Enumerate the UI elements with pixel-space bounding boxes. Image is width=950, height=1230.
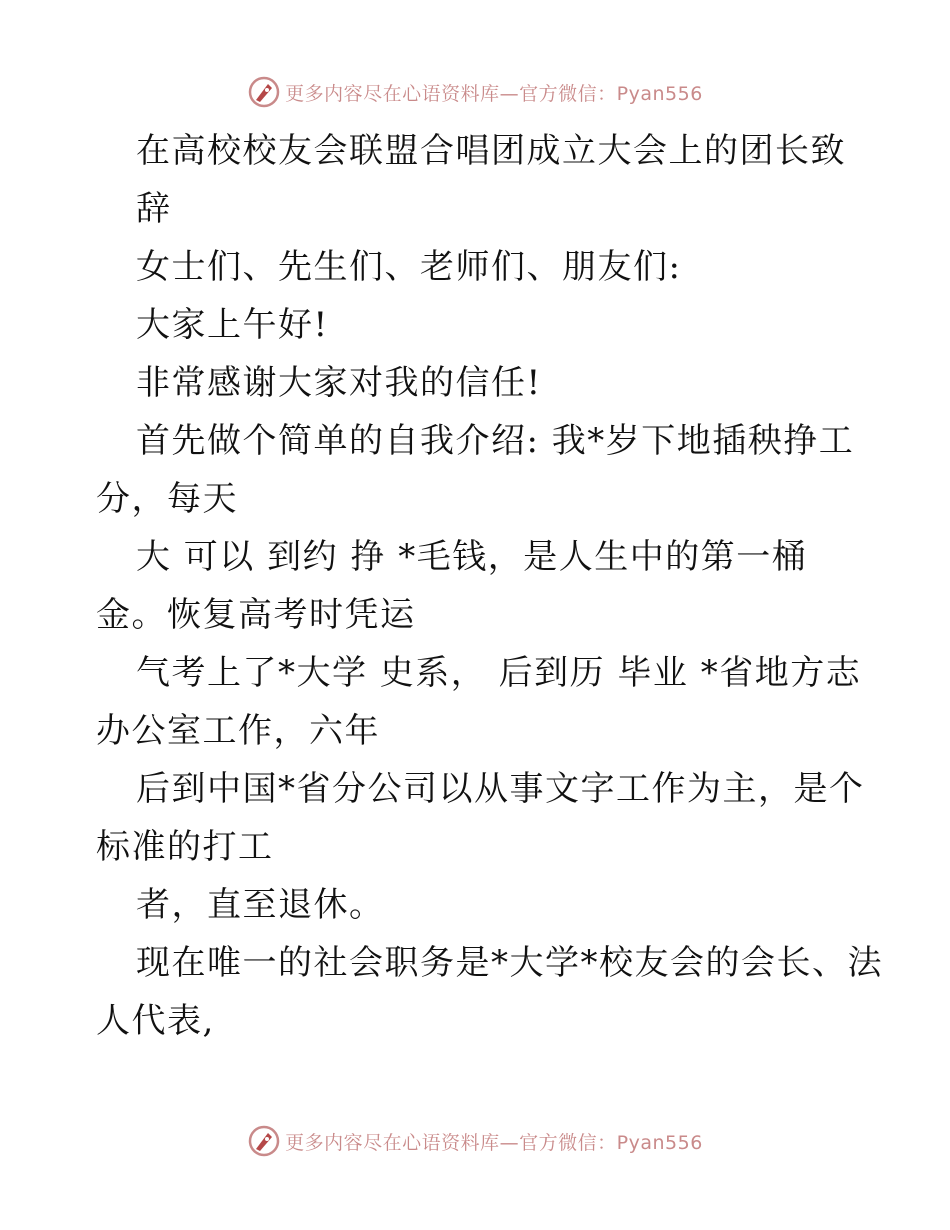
paragraph-line: 大家上午好! bbox=[136, 305, 329, 345]
paragraph-line: 后到中国*省分公司以从事文字工作为主，是个 bbox=[136, 769, 865, 809]
paragraph-line: 分，每天 bbox=[96, 479, 238, 519]
banner-text: 更多内容尽在心语资料库—官方微信：Pyan556 bbox=[285, 82, 703, 105]
document-body bbox=[96, 122, 883, 1050]
paragraph-line: 气考上了*大学 史系， 后到历 毕业 *省地方志 bbox=[136, 653, 862, 693]
paragraph-line: 标准的打工 bbox=[96, 827, 274, 867]
title-line-2: 辞 bbox=[136, 189, 172, 229]
paragraph-line: 现在唯一的社会职务是*大学*校友会的会长、法 bbox=[136, 943, 883, 983]
pen-nib-logo-icon bbox=[247, 75, 281, 109]
footer-banner bbox=[0, 1121, 950, 1161]
banner-text: 更多内容尽在心语资料库—官方微信：Pyan556 bbox=[285, 1131, 703, 1154]
paragraph-line: 者，直至退休。 bbox=[136, 885, 385, 925]
paragraph-line: 大 可以 到约 挣 *毛钱，是人生中的第一桶 bbox=[136, 537, 808, 577]
paragraph-line: 非常感谢大家对我的信任! bbox=[136, 363, 542, 403]
pen-nib-logo-icon bbox=[247, 1124, 281, 1158]
paragraph-line: 首先做个简单的自我介绍: 我*岁下地插秧挣工 bbox=[136, 421, 855, 461]
paragraph-line: 金。恢复高考时凭运 bbox=[96, 595, 416, 635]
greeting-line: 女士们、先生们、老师们、朋友们: bbox=[136, 247, 682, 287]
header-banner bbox=[0, 72, 950, 112]
paragraph-line: 人代表, bbox=[96, 1001, 215, 1041]
paragraph-line: 办公室工作，六年 bbox=[96, 711, 380, 751]
title-line-1: 在高校校友会联盟合唱团成立大会上的团长致 bbox=[136, 131, 846, 171]
